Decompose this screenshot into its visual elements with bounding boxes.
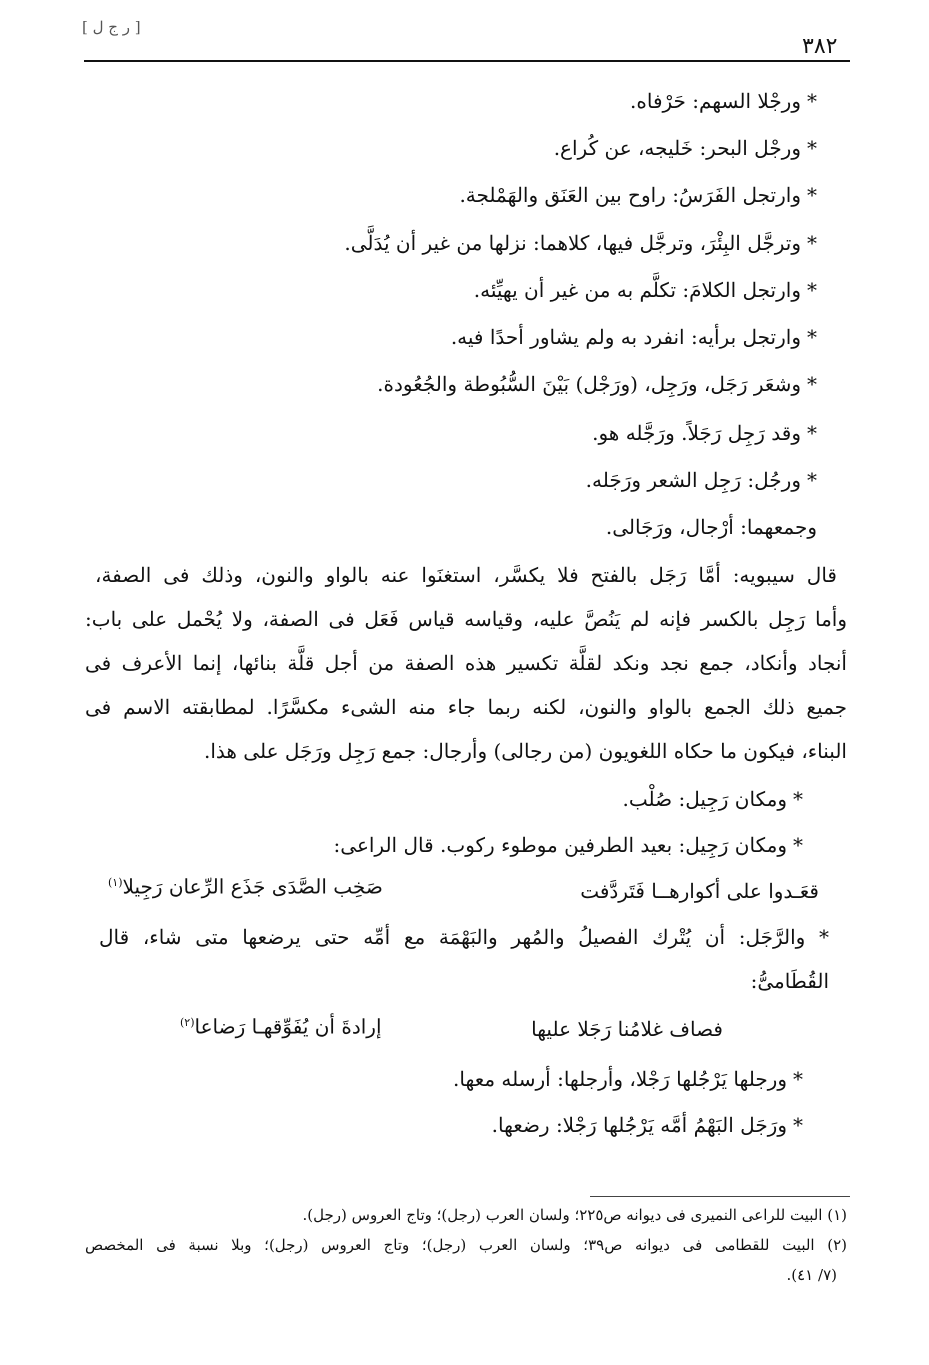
footnote-ref: (٢) xyxy=(180,1016,195,1029)
plural-line: وجمعهما: أرْجال، ورَجَالى. xyxy=(605,515,817,539)
entry-text: وارتجل الفَرَسُ: راوح بين العَنَق والهَمْلجة. xyxy=(459,183,801,207)
paragraph-line: * والرَّجَل: أن يُتْرك الفصيلُ والمُهر والبَهْمَة مع أمِّه حتى يرضعها متى شاء، قال xyxy=(99,925,829,949)
asterisk-icon: * xyxy=(807,183,817,207)
entry-line xyxy=(334,830,803,860)
entry-text: وقد رَجِل رَجَلاً. ورَجَّله هو. xyxy=(592,421,801,445)
asterisk-icon: * xyxy=(807,421,817,445)
asterisk-icon: * xyxy=(807,136,817,160)
verse-second-hemistich xyxy=(108,868,383,902)
entry-text: وارتجل برأيه: انفرد به ولم يشاور أحدًا فيه. xyxy=(450,325,801,349)
entry-line xyxy=(592,418,817,448)
entry-text: ومكان رَجِيل: بعيد الطرفين موطوء ركوب. قال الراعى: xyxy=(333,833,787,857)
entry-text: ورجلها يَرْجُلها رَجْلا، وأرجلها: أرسله معها. xyxy=(453,1067,787,1091)
verse-first-hemistich: قعَـدوا على أكوارهــا فَتَردَّفت xyxy=(580,879,819,903)
entry-text: ورجْل البحر: خَليجه، عن كُراع. xyxy=(553,136,801,160)
verse-second-hemistich xyxy=(180,1008,382,1042)
entry-line xyxy=(453,1064,803,1094)
asterisk-icon: * xyxy=(793,1113,803,1137)
entry-line xyxy=(630,86,817,116)
footnote: (٢) البيت للقطامى فى ديوانه ص٣٩؛ ولسان العرب (رجل)؛ وتاج العروس (رجل)؛ وبلا نسبة فى المخصص xyxy=(85,1236,847,1254)
asterisk-icon: * xyxy=(807,468,817,492)
entry-line xyxy=(459,180,817,210)
paragraph-line: البناء، فيكون ما حكاه اللغويون (من رجالى) وأرجال: جمع رَجِل ورَجَل على هذا. xyxy=(203,739,847,763)
entry-line xyxy=(377,369,817,399)
asterisk-icon: * xyxy=(793,1067,803,1091)
entry-text: ورجُل: رَجِل الشعر ورَجَله. xyxy=(585,468,801,492)
entry-text: ورجْلا السهم: حَرْفاه. xyxy=(630,89,801,113)
footnote: (٧/ ٤١). xyxy=(786,1266,837,1284)
asterisk-icon: * xyxy=(807,325,817,349)
header-rule xyxy=(84,60,850,62)
paragraph-line: جميع ذلك الجمع بالواو والنون، لكنه ربما جاء منه الشىء مكسَّرًا. لمطابقته الاسم فى xyxy=(85,695,848,719)
asterisk-icon: * xyxy=(793,833,803,857)
root-heading: [ ر ج ل ] xyxy=(82,18,141,36)
footnote-ref: (١) xyxy=(108,876,123,889)
footnote: (١) البيت للراعى النميرى فى ديوانه ص٢٢٥؛ ولسان العرب (رجل)؛ وتاج العروس (رجل). xyxy=(302,1206,847,1224)
entry-line xyxy=(344,228,817,258)
paragraph-line: أنجاد وأنكاد، جمع نجد ونكد لقلَّة تكسير هذه الصفة من أجل قلَّة بنائها، إنما الأعرف فى xyxy=(85,651,847,675)
paragraph-line: القُطَامىُّ: xyxy=(750,969,829,993)
entry-text: وترجَّل البِئْرَ، وترجَّل فيها، كلاهما: نزلها من غير أن يُدَلَّى. xyxy=(344,231,801,255)
asterisk-icon: * xyxy=(807,89,817,113)
asterisk-icon: * xyxy=(807,231,817,255)
entry-line xyxy=(623,784,803,814)
entry-line xyxy=(586,465,817,495)
footnote-rule xyxy=(590,1196,850,1197)
paragraph-line: قال سيبويه: أمَّا رَجَل بالفتح فلا يكسَّر، استغنَوا عنه بالواو والنون، وذلك فى الصفة، xyxy=(95,563,837,587)
entry-text: ورَجَل البَهْمُ أمَّه يَرْجُلها رَجْلا: رضعها. xyxy=(491,1113,787,1137)
page-number: ٣٨٢ xyxy=(802,34,838,59)
asterisk-icon: * xyxy=(793,787,803,811)
verse-first-hemistich: فصاف غلامُنا رَجَلا عليها xyxy=(531,1017,723,1041)
entry-line xyxy=(474,275,817,305)
entry-text: ومكان رَجِيل: صُلْب. xyxy=(622,787,787,811)
entry-text: وارتجل الكلامَ: تكلَّم به من غير أن يهيِّئه. xyxy=(473,278,801,302)
entry-line xyxy=(492,1110,803,1140)
verse-text: صَخِب الصَّدَى جَذَع الرِّعان رَجِيلا xyxy=(122,874,383,899)
asterisk-icon: * xyxy=(807,278,817,302)
entry-line xyxy=(451,322,817,352)
verse-text: إرادةَ أن يُفَوِّقهـا رَضاعا xyxy=(194,1014,382,1039)
entry-text: وشعَر رَجَل، ورَجِل، (ورَجْل) بَيْنَ السُّبُوطة والجُعُودة. xyxy=(377,372,801,396)
paragraph-line: وأما رَجِل بالكسر فإنه لم يَنُصَّ عليه، وقياسه قياس فَعَل فى الصفة، ولا يُحْمل على باب: xyxy=(85,607,847,631)
entry-line xyxy=(554,133,817,163)
asterisk-icon: * xyxy=(807,372,817,396)
